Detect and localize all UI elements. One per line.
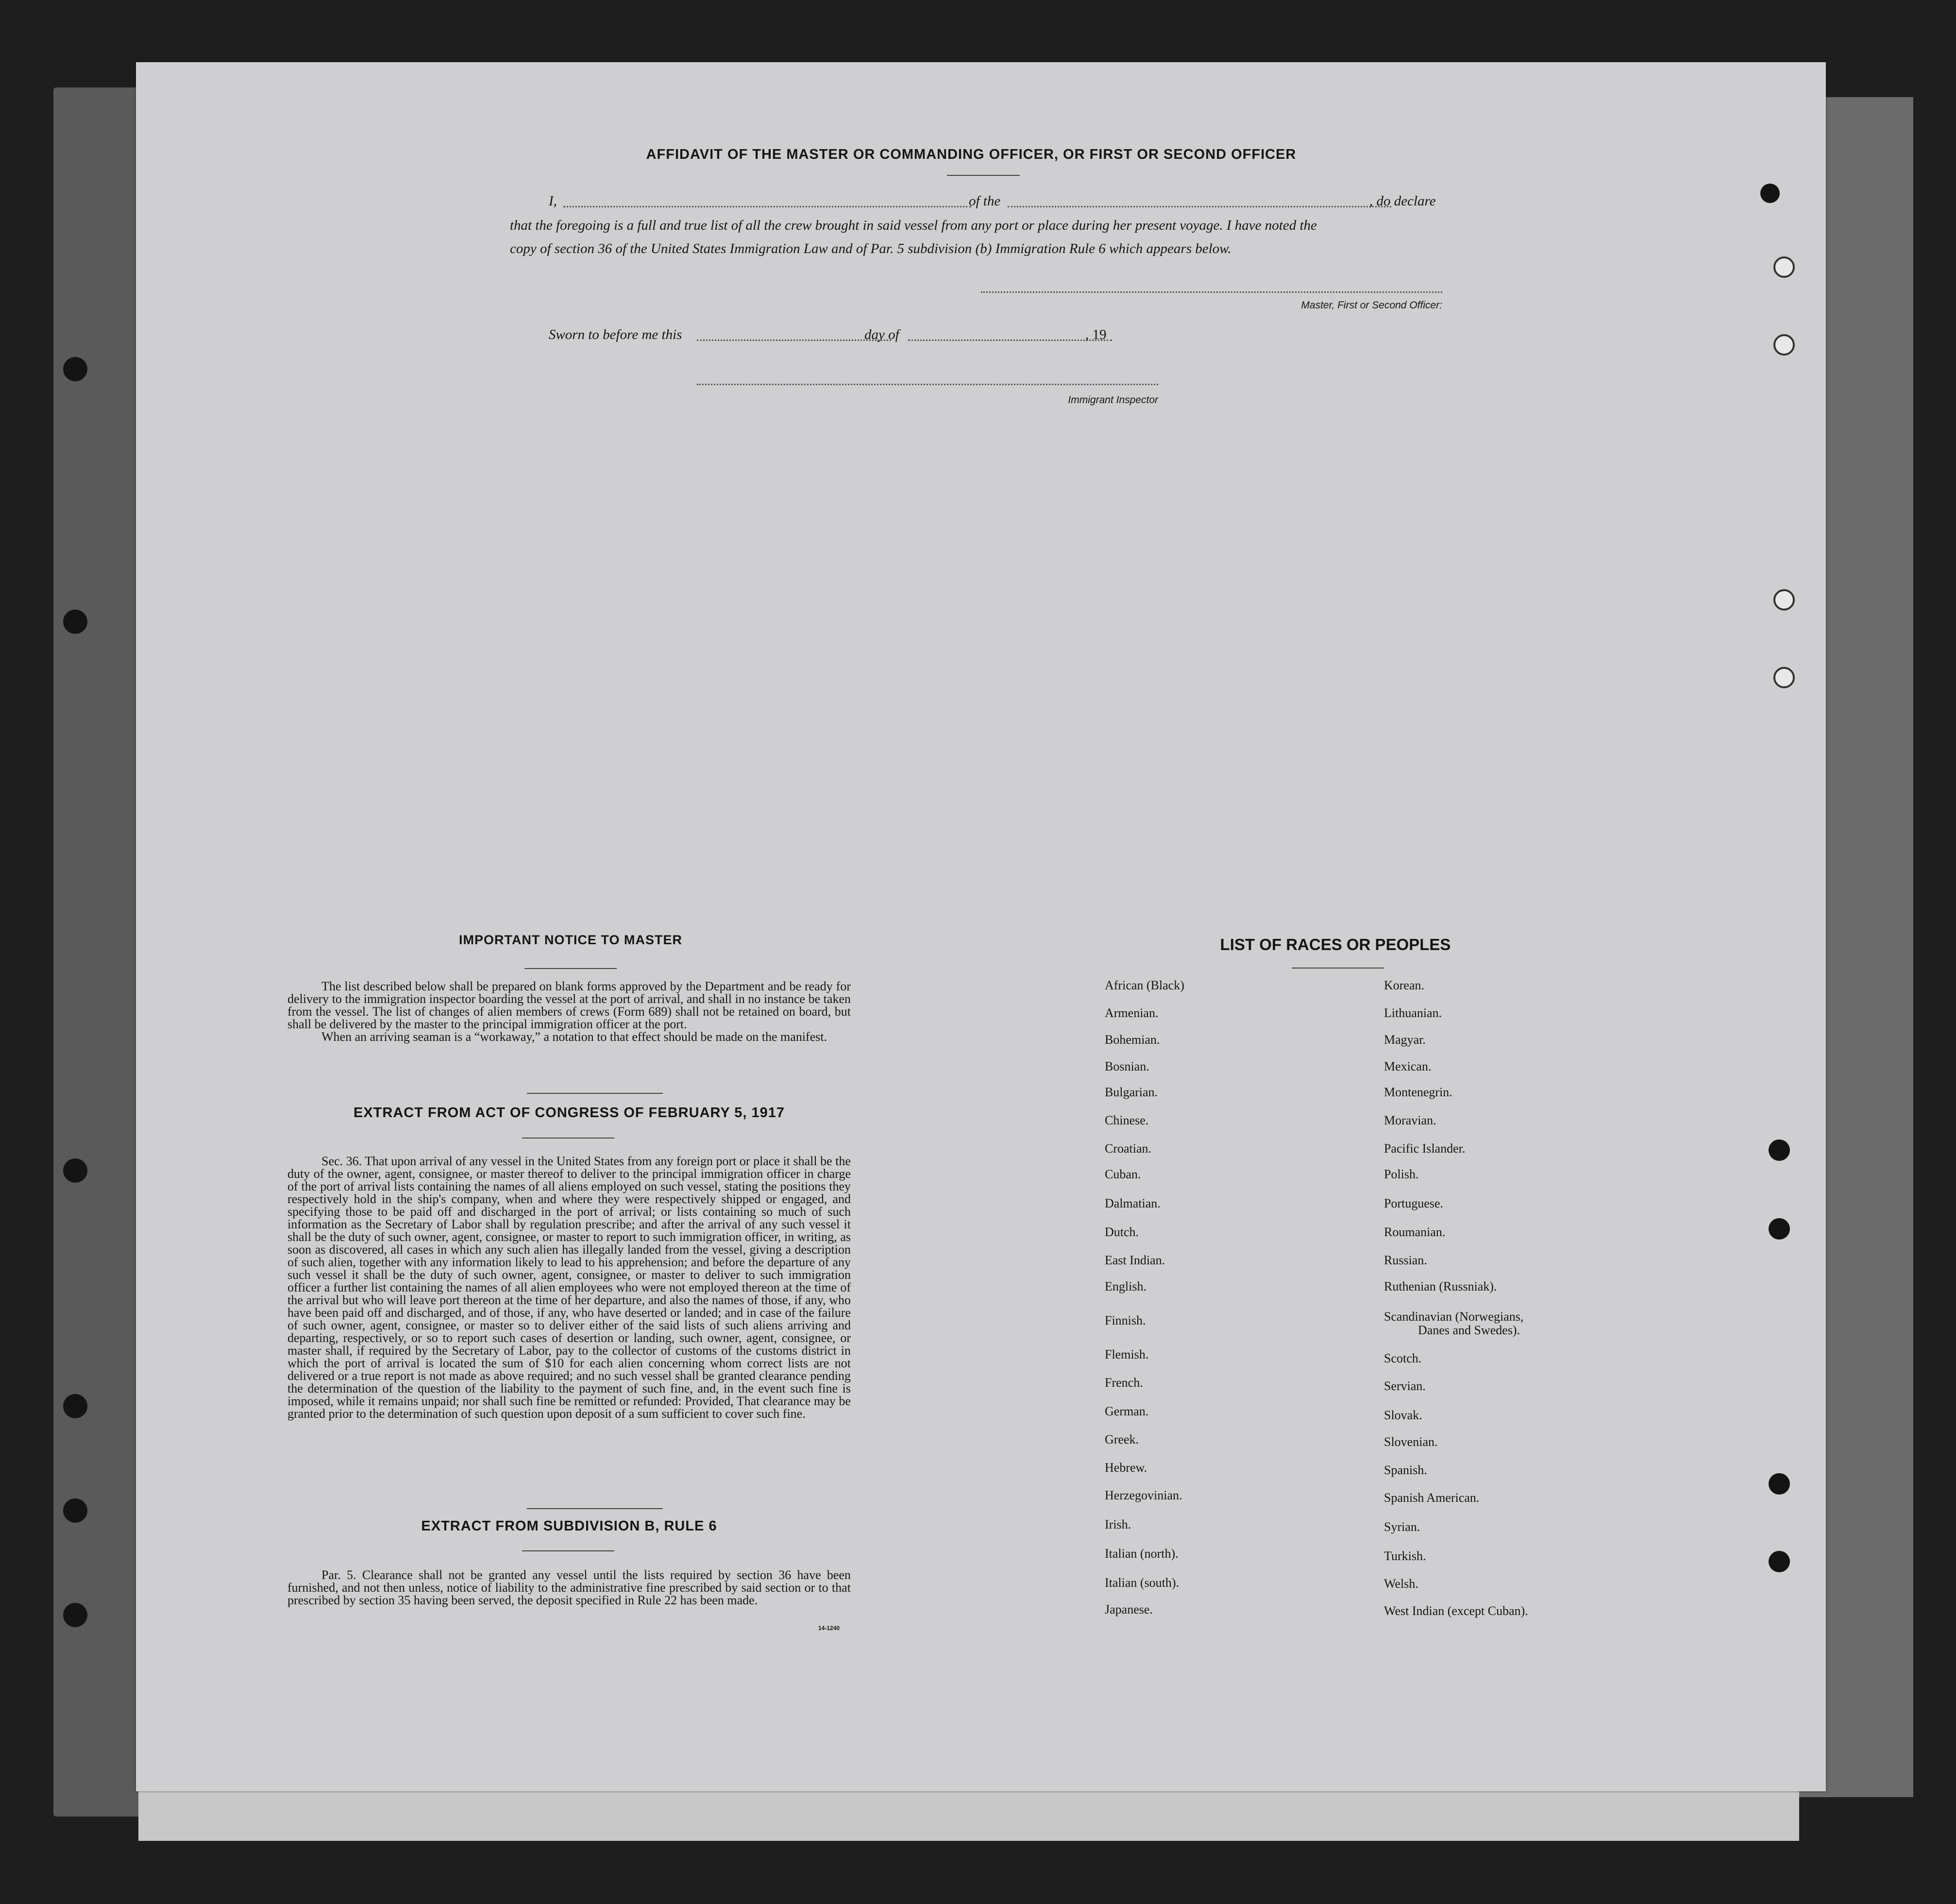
divider: [947, 175, 1020, 176]
notice-paragraph: The list described below shall be prepared on blank forms approved by the Department and be ready for delivery to the immigration inspector boarding the vessel at the port of arrival, and shall in no instance be taken from the vessel. The list of changes of alien members of crews (Form 689) shall not be retained on board, but shall be delivered by the master to the principal immigration officer at the port.: [287, 979, 851, 1031]
rule-text: [287, 1569, 851, 1607]
act-title: EXTRACT FROM ACT OF CONGRESS OF FEBRUARY 5, 1917: [353, 1105, 785, 1121]
race-item: German.: [1105, 1404, 1149, 1418]
divider: [527, 1508, 663, 1509]
affidavit-line-2: that the foregoing is a full and true list of all the crew brought in said vessel from any port or place during her present voyage. I have noted the: [510, 218, 1317, 233]
race-item: Herzegovinian.: [1105, 1488, 1182, 1502]
inspector-signature-field[interactable]: [697, 384, 1158, 385]
race-item: Chinese.: [1105, 1113, 1149, 1127]
race-item: Slovenian.: [1384, 1435, 1438, 1449]
race-item: Ruthenian (Russniak).: [1384, 1279, 1497, 1293]
race-item: Cuban.: [1105, 1167, 1141, 1181]
inspector-caption: Immigrant Inspector: [1068, 394, 1158, 406]
notice-text: [287, 980, 851, 1043]
race-item: East Indian.: [1105, 1253, 1165, 1267]
race-item: Scotch.: [1384, 1351, 1422, 1365]
race-item: Bulgarian.: [1105, 1085, 1158, 1099]
race-item: Slovak.: [1384, 1408, 1422, 1422]
notice-paragraph: When an arriving seaman is a “workaway,” a notation to that effect should be made on the manifest.: [321, 1030, 827, 1044]
act-text: [287, 1155, 851, 1420]
vessel-field[interactable]: [1008, 206, 1391, 207]
divider: [522, 1550, 614, 1551]
binder-hole: [63, 610, 87, 634]
binder-hole: [63, 357, 87, 381]
race-item: Irish.: [1105, 1517, 1131, 1531]
race-item: Japanese.: [1105, 1602, 1153, 1616]
race-item: Flemish.: [1105, 1347, 1149, 1361]
race-item: Russian.: [1384, 1253, 1427, 1267]
races-title: LIST OF RACES OR PEOPLES: [1220, 935, 1451, 953]
race-item: Magyar.: [1384, 1033, 1426, 1047]
race-item: Dutch.: [1105, 1225, 1139, 1239]
race-item: Korean.: [1384, 978, 1425, 992]
race-item: Italian (north).: [1105, 1547, 1179, 1561]
race-item: Mexican.: [1384, 1059, 1432, 1073]
binder-hole: [63, 1158, 87, 1183]
binder-hole: [1769, 1473, 1790, 1495]
race-item: Portuguese.: [1384, 1196, 1444, 1210]
binder-hole: [63, 1394, 87, 1418]
race-item: West Indian (except Cuban).: [1384, 1604, 1528, 1618]
race-item: Finnish.: [1105, 1313, 1146, 1327]
race-item: Bosnian.: [1105, 1059, 1149, 1073]
race-item: Servian.: [1384, 1379, 1426, 1393]
form-number: 14-1240: [818, 1625, 840, 1632]
race-item: Turkish.: [1384, 1549, 1426, 1563]
race-item: Bohemian.: [1105, 1033, 1160, 1047]
signature-caption: Master, First or Second Officer:: [1301, 300, 1442, 311]
signature-field[interactable]: [981, 291, 1442, 293]
binder-hole: [1773, 334, 1795, 356]
name-field[interactable]: [563, 206, 971, 207]
race-item: Pacific Islander.: [1384, 1141, 1466, 1156]
binder-hole: [1769, 1218, 1790, 1240]
binder-hole: [63, 1498, 87, 1523]
race-item: Dalmatian.: [1105, 1196, 1161, 1210]
race-item: Welsh.: [1384, 1577, 1418, 1591]
binder-hole: [1769, 1139, 1790, 1161]
race-item: Danes and Swedes).: [1418, 1323, 1520, 1337]
rule-paragraph: Par. 5. Clearance shall not be granted any vessel until the lists required by section 36 have been furnished, and not then unless, notice of liability to the administrative fine prescribed by said section or to that prescribed by section 35 having been served, the deposit specified in Rule 22 has been made.: [287, 1568, 851, 1607]
month-field[interactable]: [908, 340, 1112, 341]
day-field[interactable]: [697, 340, 891, 341]
act-paragraph: Sec. 36. That upon arrival of any vessel in the United States from any foreign port or place it shall be the duty of the owner, agent, consignee, or master thereof to deliver to the principal immigration officer in charge of the port of arrival lists containing the names of all aliens employed on such vessel, stating the positions they respectively hold in the ship's company, when and where they were respectively shipped or engaged, and specifying those to be paid off and discharged in the port of arrival; or lists containing so much of such information as the Secretary of Labor shall by regulation prescribe; and after the arrival of any such vessel it shall be the duty of such owner, agent, consignee, or master to report to such immigration officer, in writing, as soon as discovered, all cases in which any such alien has illegally landed from the vessel, giving a description of such alien, together with any information likely to lead to his apprehension; and before the departure of any such vessel it shall be the duty of such owner, agent, consignee, or master to deliver to such immigration officer a further list containing the names of all alien employees who were not employed thereon at the time of the arrival but who will leave port thereon at the time of her departure, and also the names of those, if any, who have been paid off and discharged, and of those, if any, who have deserted or landed; and in case of the failure of such owner, agent, consignee, or master so to deliver either of the said lists of such aliens arriving and departing, respectively, or so to report such cases of desertion or landing, such owner, agent, consignee, or master shall, if required by the Secretary of Labor, pay to the collector of customs of the customs district in which the port of arrival is located the sum of $10 for each alien concerning whom correct lists are not delivered or a true report is not made as above required; and no such vessel shall be granted clearance pending the determination of the question of the liability to the payment of such fine, and, in the event such fine is imposed, while it remains unpaid; nor shall such fine be remitted or refunded: Provided, That clearance may be granted prior to the determination of such question upon deposit of a sum sufficient to cover such fine.: [287, 1154, 851, 1421]
race-item: French.: [1105, 1376, 1143, 1390]
race-item: Spanish.: [1384, 1463, 1427, 1477]
race-item: Syrian.: [1384, 1520, 1420, 1534]
notice-title: IMPORTANT NOTICE TO MASTER: [459, 933, 682, 947]
affidavit-title: AFFIDAVIT OF THE MASTER OR COMMANDING OFFICER, OR FIRST OR SECOND OFFICER: [646, 147, 1297, 162]
race-item: Croatian.: [1105, 1141, 1152, 1156]
race-item: Polish.: [1384, 1167, 1419, 1181]
binder-hole: [1773, 667, 1795, 688]
race-item: African (Black): [1105, 978, 1184, 992]
race-item: Montenegrin.: [1384, 1085, 1452, 1099]
race-item: Moravian.: [1384, 1113, 1436, 1127]
binder-hole: [1760, 184, 1780, 203]
rule-title: EXTRACT FROM SUBDIVISION B, RULE 6: [421, 1518, 717, 1534]
race-item: Italian (south).: [1105, 1576, 1180, 1590]
race-item: Roumanian.: [1384, 1225, 1446, 1239]
divider: [524, 968, 617, 969]
race-item: Hebrew.: [1105, 1461, 1147, 1475]
race-item: Spanish American.: [1384, 1491, 1480, 1505]
divider: [527, 1093, 663, 1094]
binder-hole: [1773, 589, 1795, 611]
races-left-column: [1105, 979, 1348, 1625]
race-item: Lithuanian.: [1384, 1006, 1442, 1020]
race-item: English.: [1105, 1279, 1147, 1293]
binder-hole: [1773, 256, 1795, 278]
binder-hole: [63, 1603, 87, 1627]
affidavit-line-3: copy of section 36 of the United States Immigration Law and of Par. 5 subdivision (b) Immigration Rule 6 which appears below.: [510, 241, 1231, 256]
divider: [522, 1138, 614, 1139]
race-item: Greek.: [1105, 1432, 1139, 1446]
race-item: Scandinavian (Norwegians,: [1384, 1309, 1524, 1324]
binder-hole: [1769, 1551, 1790, 1572]
race-item: Armenian.: [1105, 1006, 1159, 1020]
divider: [1292, 968, 1384, 969]
races-right-column: [1384, 979, 1627, 1625]
